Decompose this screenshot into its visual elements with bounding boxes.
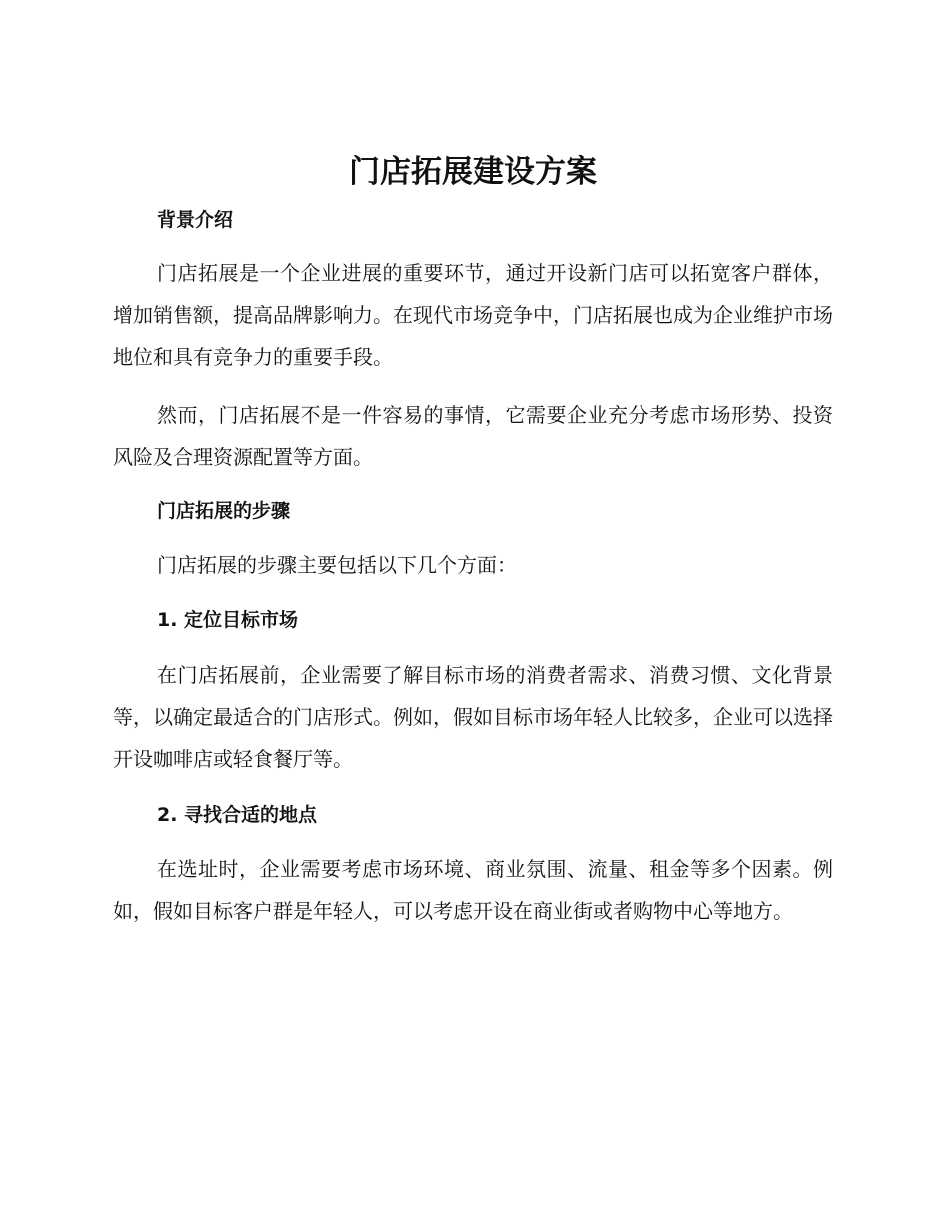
section-heading-location: 2. 寻找合适的地点: [157, 804, 318, 826]
paragraph-background-2: 然而，门店拓展不是一件容易的事情，它需要企业充分考虑市场形势、投资风险及合理资源配置等方面。: [113, 403, 833, 469]
paragraph-location: 在选址时，企业需要考虑市场环境、商业氛围、流量、租金等多个因素。例如，假如目标客户群是年轻人，可以考虑开设在商业街或者购物中心等地方。: [113, 857, 833, 923]
section-heading-background: 背景介绍: [157, 209, 234, 231]
paragraph-steps-intro: 门店拓展的步骤主要包括以下几个方面：: [157, 553, 517, 577]
document-title: 门店拓展建设方案: [349, 154, 597, 190]
paragraph-background-1: 门店拓展是一个企业进展的重要环节，通过开设新门店可以拓宽客户群体，增加销售额，提高品牌影响力。在现代市场竞争中，门店拓展也成为企业维护市场地位和具有竞争力的重要手段。: [113, 261, 833, 369]
paragraph-target-market: 在门店拓展前，企业需要了解目标市场的消费者需求、消费习惯、文化背景等，以确定最适合的门店形式。例如，假如目标市场年轻人比较多，企业可以选择开设咖啡店或轻食餐厅等。: [113, 663, 833, 771]
section-heading-steps: 门店拓展的步骤: [157, 500, 291, 522]
section-heading-target-market: 1. 定位目标市场: [157, 609, 299, 631]
